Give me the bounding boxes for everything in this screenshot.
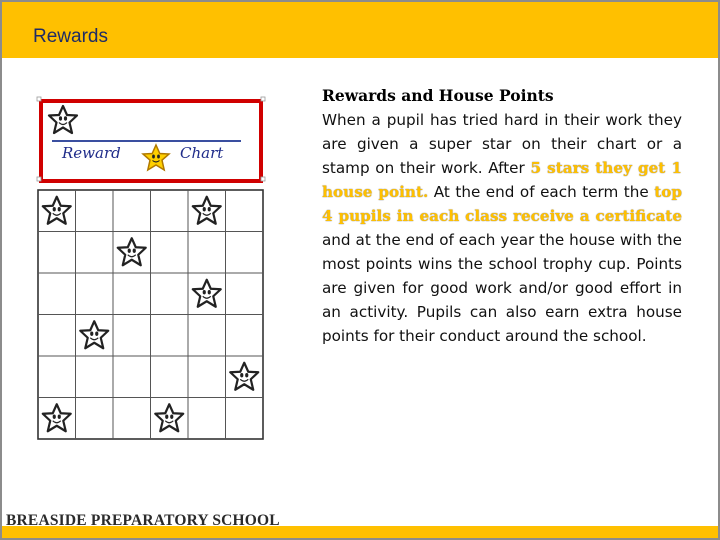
reward-grid xyxy=(38,190,263,439)
slide-title: Rewards xyxy=(33,26,108,47)
para-text-2: At the end of each term the xyxy=(428,183,655,201)
highlight-certificate: top 4 pupils in each class receive a certificate xyxy=(322,183,682,225)
text-content xyxy=(322,84,682,348)
para-text-1: When a pupil has tried hard in their work they are given a super star on their chart or a stamp on their work. After xyxy=(322,111,682,177)
reward-chart-image xyxy=(36,96,266,442)
section-heading: Rewards and House Points xyxy=(322,86,554,105)
rewards-paragraph xyxy=(322,108,682,348)
highlight-stars: 5 stars they get 1 house point. xyxy=(322,159,682,201)
title-bar xyxy=(2,2,718,58)
chart-label-left: Reward xyxy=(62,144,121,162)
chart-header xyxy=(37,97,265,181)
para-text-3: and at the end of each year the house with the most points wins the school trophy cup. Points are given for good work and/or good effort in an activity. Pupils can also earn extra house points for their conduct around the school. xyxy=(322,231,682,345)
chart-label-right: Chart xyxy=(180,144,224,162)
school-name: BREASIDE PREPARATORY SCHOOL xyxy=(6,512,280,529)
